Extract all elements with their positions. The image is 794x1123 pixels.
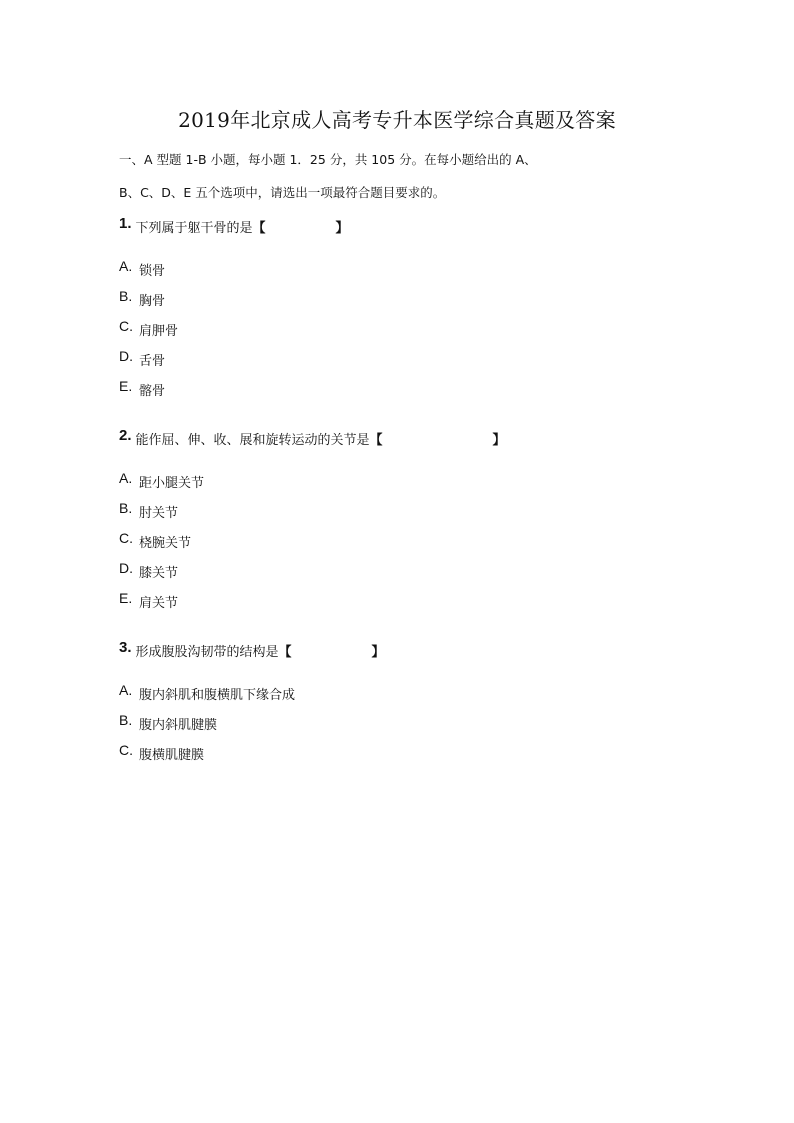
option-text: 肘关节 bbox=[139, 506, 179, 521]
answer-bracket-open: 【 bbox=[278, 645, 292, 660]
option-b bbox=[119, 502, 178, 524]
option-text: 胸骨 bbox=[139, 294, 166, 309]
answer-bracket-open: 【 bbox=[252, 221, 266, 236]
option-text: 肩关节 bbox=[139, 596, 179, 611]
option-letter: B. bbox=[119, 288, 133, 304]
option-letter: A. bbox=[119, 682, 133, 698]
option-text: 锁骨 bbox=[139, 264, 166, 279]
option-letter: E. bbox=[119, 378, 133, 394]
option-d bbox=[119, 562, 178, 584]
option-letter: A. bbox=[119, 470, 133, 486]
option-c bbox=[119, 320, 178, 342]
question-text: 下列属于躯干骨的是 bbox=[135, 221, 253, 236]
option-d bbox=[119, 350, 165, 372]
option-c bbox=[119, 744, 204, 766]
answer-bracket-close: 】 bbox=[335, 221, 349, 236]
option-a bbox=[119, 260, 165, 282]
question-number: 1. bbox=[119, 215, 132, 232]
option-letter: E. bbox=[119, 590, 133, 606]
option-text: 舌骨 bbox=[139, 354, 166, 369]
option-letter: C. bbox=[119, 742, 133, 758]
option-text: 肩胛骨 bbox=[139, 324, 179, 339]
option-e bbox=[119, 592, 178, 614]
option-letter: D. bbox=[119, 560, 133, 576]
option-text: 腹内斜肌和腹横肌下缘合成 bbox=[139, 688, 296, 703]
option-text: 腹横肌腱膜 bbox=[139, 748, 205, 763]
question-number: 2. bbox=[119, 427, 132, 444]
document-title: 2019年北京成人高考专升本医学综合真题及答案 bbox=[178, 108, 616, 132]
question-3 bbox=[119, 639, 385, 663]
option-letter: B. bbox=[119, 500, 133, 516]
answer-bracket-close: 】 bbox=[371, 645, 385, 660]
answer-bracket-open: 【 bbox=[369, 433, 383, 448]
option-b bbox=[119, 290, 165, 312]
option-letter: B. bbox=[119, 712, 133, 728]
option-letter: C. bbox=[119, 530, 133, 546]
option-text: 腹内斜肌腱膜 bbox=[139, 718, 218, 733]
option-a bbox=[119, 684, 295, 706]
option-letter: C. bbox=[119, 318, 133, 334]
option-letter: A. bbox=[119, 258, 133, 274]
question-number: 3. bbox=[119, 639, 132, 656]
question-2 bbox=[119, 427, 506, 451]
question-1 bbox=[119, 215, 349, 239]
option-letter: D. bbox=[119, 348, 133, 364]
option-text: 膝关节 bbox=[139, 566, 179, 581]
section-intro-line-2: B、C、D、E 五个选项中，请选出一项最符合题目要求的。 bbox=[119, 185, 446, 200]
option-b bbox=[119, 714, 217, 736]
option-e bbox=[119, 380, 165, 402]
option-text: 距小腿关节 bbox=[139, 476, 205, 491]
question-text: 能作屈、伸、收、展和旋转运动的关节是 bbox=[135, 433, 370, 448]
option-c bbox=[119, 532, 191, 554]
section-intro-line-1: 一、A 型题 1-B 小题，每小题 1．25 分，共 105 分。在每小题给出的 A、 bbox=[119, 152, 537, 167]
option-text: 桡腕关节 bbox=[139, 536, 192, 551]
answer-bracket-close: 】 bbox=[492, 433, 506, 448]
option-a bbox=[119, 472, 204, 494]
option-text: 髂骨 bbox=[139, 384, 166, 399]
question-text: 形成腹股沟韧带的结构是 bbox=[135, 645, 279, 660]
